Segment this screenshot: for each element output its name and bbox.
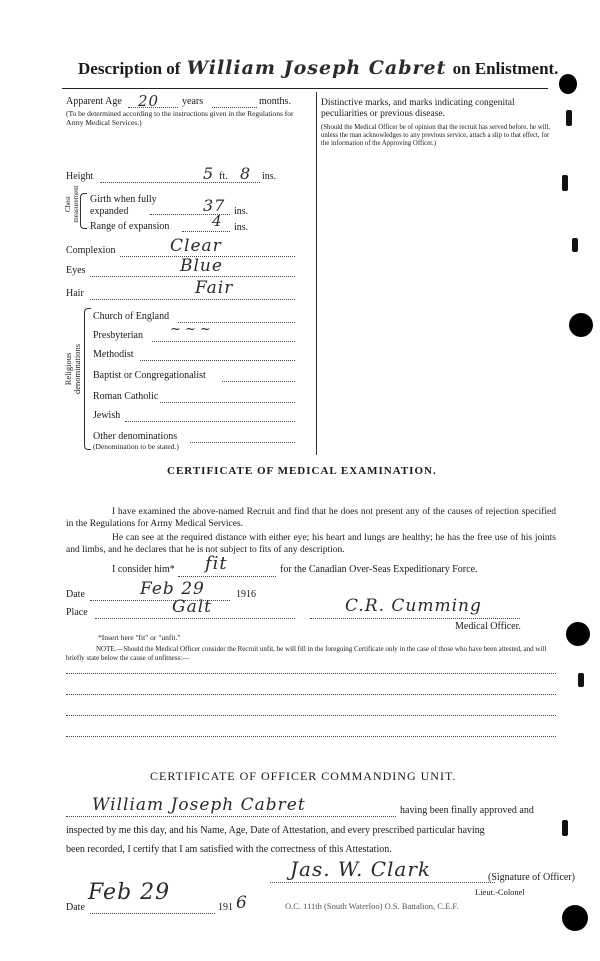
document-title — [78, 57, 558, 79]
religion-label: Methodist — [93, 349, 134, 360]
medical-officer-label: Medical Officer. — [455, 621, 521, 632]
eyes-label: Eyes — [66, 265, 86, 276]
hair-label: Hair — [66, 288, 84, 299]
eyes-value: Blue — [180, 256, 223, 276]
medical-date-value: Feb 29 — [140, 579, 205, 599]
religion-dots — [152, 341, 295, 342]
binding-hole — [566, 622, 590, 646]
range-value: 4 — [212, 212, 223, 230]
binding-clip — [572, 238, 578, 252]
months-label: months. — [259, 96, 291, 107]
girth-ins-label: ins. — [234, 206, 249, 217]
complexion-value: Clear — [170, 236, 222, 256]
fit-dots — [178, 576, 276, 577]
religion-brace — [84, 308, 91, 450]
distinctive-marks-label: Distinctive marks, and marks indicating congenital peculiarities or previous disease. — [321, 98, 515, 119]
height-dots — [100, 182, 260, 183]
title-prefix: Description of — [78, 59, 181, 78]
place-dots — [95, 618, 295, 619]
religion-label: Baptist or Congregationalist — [93, 370, 206, 381]
range-dots — [182, 231, 230, 232]
height-ft-value: 5 — [203, 164, 215, 183]
co-year-prefix: 191 — [218, 902, 233, 913]
co-date-dots — [90, 913, 215, 914]
cause-line — [66, 715, 556, 716]
co-signature-dots — [270, 882, 495, 883]
medical-date-label: Date — [66, 589, 85, 600]
binding-clip — [566, 110, 572, 126]
co-name-dots — [66, 816, 396, 817]
chest-brace — [80, 193, 87, 229]
consider-prefix: I consider him* — [112, 564, 175, 575]
binding-clip — [578, 673, 584, 687]
co-recruit-name: William Joseph Cabret — [92, 795, 306, 815]
hair-dots — [90, 299, 295, 300]
religion-label: Church of England — [93, 311, 170, 322]
range-ins-label: ins. — [234, 222, 249, 233]
commanding-certificate-title: CERTIFICATE OF OFFICER COMMANDING UNIT. — [150, 769, 457, 783]
religion-label: Other denominations — [93, 431, 178, 442]
binding-clip — [562, 820, 568, 836]
co-date-value: Feb 29 — [88, 880, 171, 905]
medical-year-value: 1916 — [236, 589, 256, 600]
hair-value: Fair — [195, 278, 234, 298]
consider-suffix: for the Canadian Over-Seas Expeditionary Force. — [280, 564, 478, 575]
religion-value: ~~~ — [170, 322, 215, 337]
unfit-note: NOTE.—Should the Medical Officer consider the Recruit unfit, he will fill in the foregoing Certificate only in the case of those who have been attested, and will briefly state below the cause of unfitness:— — [66, 645, 547, 662]
column-divider — [316, 92, 317, 455]
religion-label: Roman Catholic — [93, 391, 159, 402]
place-value: Galt — [172, 597, 212, 617]
girth-label: Girth when fully expanded — [90, 194, 157, 217]
binding-hole — [562, 905, 588, 931]
co-rank-label: Lieut.-Colonel — [475, 887, 525, 897]
apparent-age-value: 20 — [138, 92, 160, 110]
co-line1-suffix: having been finally approved and — [400, 805, 534, 816]
medical-para-2: He can see at the required distance with either eye; his heart and lungs are healthy; he has the free use of his joints and limbs, and he declares that he is not subject to fits of any description. — [66, 533, 556, 555]
title-rule — [62, 88, 548, 89]
eyes-dots — [90, 276, 295, 277]
ft-label: ft. — [219, 171, 228, 182]
medical-certificate-title: CERTIFICATE OF MEDICAL EXAMINATION. — [167, 465, 437, 477]
cause-line — [66, 694, 556, 695]
religion-dots — [160, 402, 295, 403]
religion-dots — [140, 360, 295, 361]
cause-line — [66, 673, 556, 674]
years-label: years — [182, 96, 204, 107]
religion-label: Presbyterian — [93, 330, 143, 341]
place-label: Place — [66, 607, 88, 618]
co-signature-label: (Signature of Officer) — [488, 872, 576, 883]
height-in-value: 8 — [240, 164, 252, 183]
chest-label: Chest measurement — [64, 185, 80, 223]
binding-clip — [562, 175, 568, 191]
medical-officer-signature: C.R. Cumming — [345, 596, 482, 616]
denomination-note: (Denomination to be stated.) — [93, 442, 179, 451]
apparent-age-label: Apparent Age — [66, 96, 122, 107]
co-date-label: Date — [66, 902, 85, 913]
range-label: Range of expansion — [90, 221, 170, 232]
recruit-name: William Joseph Cabret — [186, 57, 447, 79]
binding-hole — [559, 74, 577, 94]
insert-note: *Insert here "fit" or "unfit." — [98, 633, 181, 642]
religion-label: Jewish — [93, 410, 121, 421]
ins-label: ins. — [262, 171, 277, 182]
religion-dots — [222, 381, 295, 382]
co-year-value: 6 — [236, 893, 248, 913]
medical-signature-dots — [310, 618, 520, 619]
co-unit-stamp: O.C. 111th (South Waterloo) O.S. Battalion, C.E.F. — [285, 901, 459, 911]
medical-para-1: I have examined the above-named Recruit and find that he does not present any of the causes of rejection specified in the Regulations for Army Medical Services. — [66, 507, 556, 529]
co-line3: been recorded, I certify that I am satisfied with the correctness of this Attestation. — [66, 844, 392, 855]
co-signature: Jas. W. Clark — [290, 857, 431, 881]
co-line2: inspected by me this day, and his Name, Age, Date of Attestation, and every prescribed particular having — [66, 825, 485, 836]
medical-officer-note: (Should the Medical Officer be of opinion that the recruit has served before, he will, unless the man acknowledges to any previous service, attach a slip to that effect, for the information of the Approving Officer.) — [321, 124, 551, 147]
title-suffix: on Enlistment. — [452, 59, 559, 78]
cause-line — [66, 736, 556, 737]
religion-dots — [190, 442, 295, 443]
fit-value: fit — [205, 553, 228, 574]
age-note: (To be determined according to the instructions given in the Regulations for Army Medical Services.) — [66, 109, 294, 127]
complexion-label: Complexion — [66, 245, 116, 256]
girth-value: 37 — [203, 196, 226, 215]
height-label: Height — [66, 171, 94, 182]
religious-label: Religious denominations — [63, 343, 82, 395]
months-dots — [212, 107, 257, 108]
religion-dots — [125, 421, 295, 422]
binding-hole — [569, 313, 593, 337]
